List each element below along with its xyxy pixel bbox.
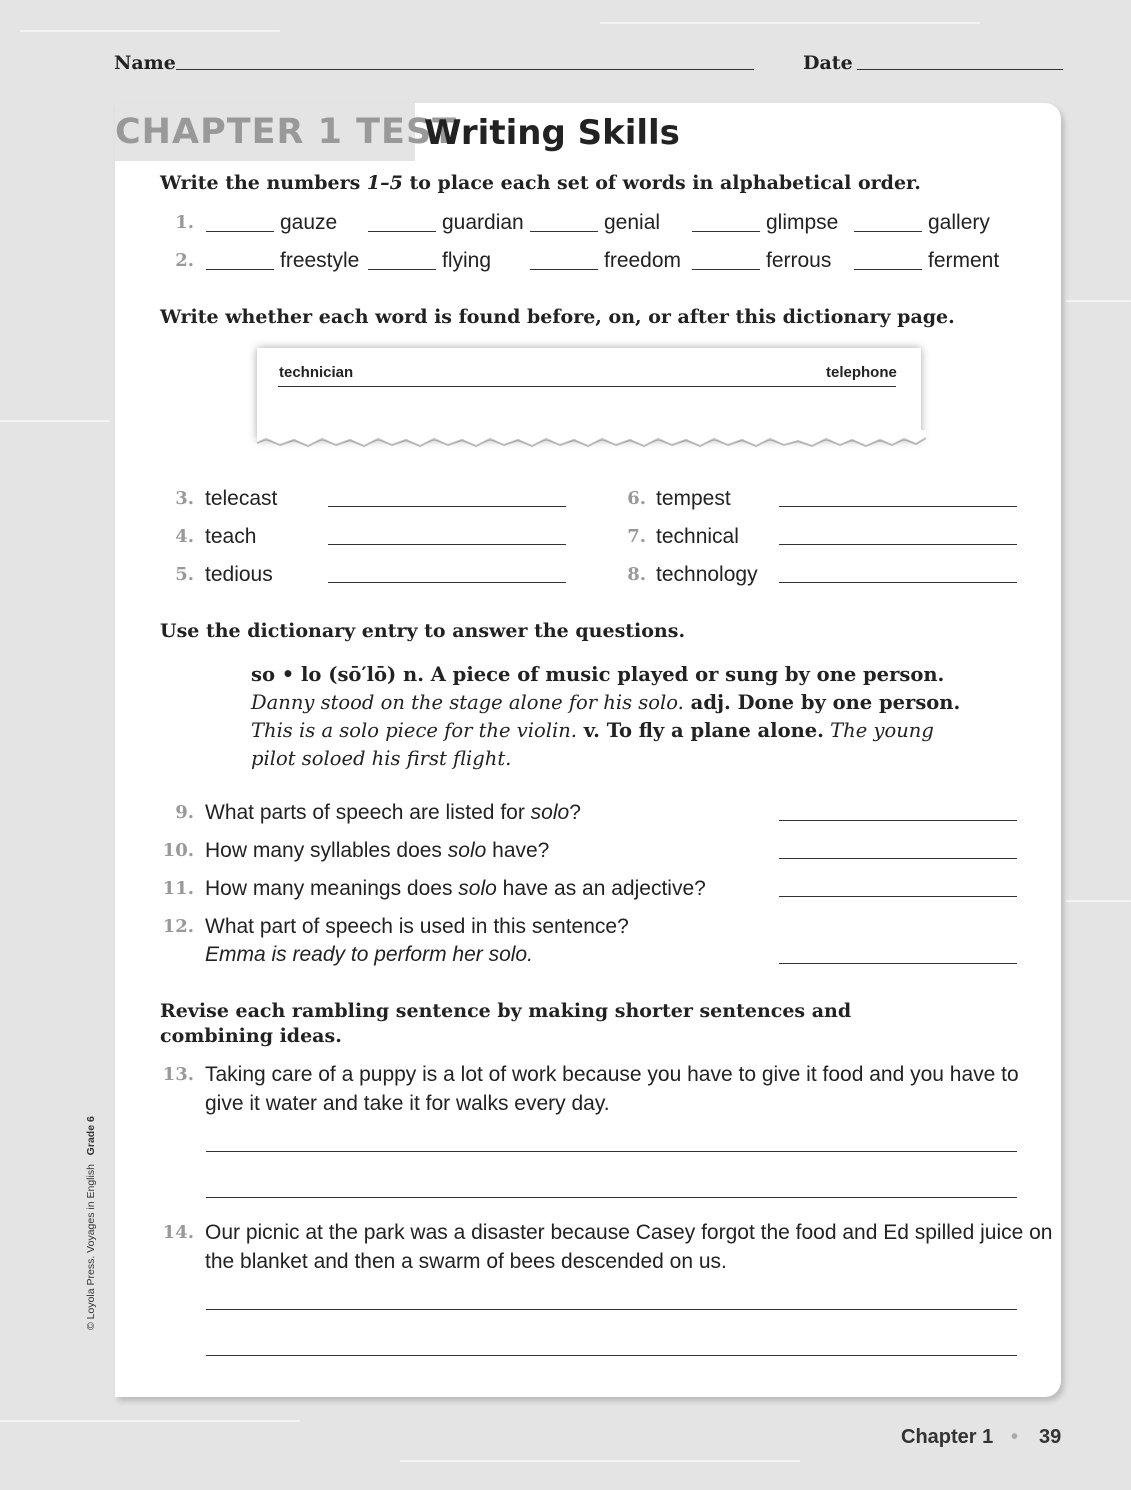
question-text: What part of speech is used in this sentence? <box>205 915 629 938</box>
background-streak <box>1065 900 1131 902</box>
rambling-sentence: the blanket and then a swarm of bees descended on us. <box>205 1250 727 1273</box>
item-number: 3. <box>175 488 194 509</box>
copyright-notice: © Loyola Press. Voyages in English Grade 6 <box>85 1116 97 1330</box>
item-number: 8. <box>627 564 646 585</box>
answer-blank[interactable] <box>779 506 1017 507</box>
word: ferrous <box>766 249 832 272</box>
item-number: 1. <box>175 212 194 233</box>
word: guardian <box>442 211 524 234</box>
answer-blank[interactable] <box>779 544 1017 545</box>
word: genial <box>604 211 661 234</box>
item-number: 4. <box>175 526 194 547</box>
word: teach <box>205 525 257 548</box>
section4-instruction: combining ideas. <box>160 1025 342 1047</box>
background-streak <box>1065 300 1131 302</box>
word: freestyle <box>280 249 360 272</box>
background-streak <box>0 420 110 422</box>
name-field[interactable] <box>176 69 754 70</box>
chapter-test-title: CHAPTER 1 TEST <box>115 112 458 152</box>
section4-instruction: Revise each rambling sentence by making shorter sentences and <box>160 1000 852 1022</box>
word: ferment <box>928 249 1000 272</box>
page-title: Writing Skills <box>424 113 680 153</box>
guide-rule <box>278 386 896 387</box>
word: gauze <box>280 211 338 234</box>
dictionary-page <box>257 348 921 440</box>
word: flying <box>442 249 492 272</box>
word: tedious <box>205 563 273 586</box>
background-streak <box>20 30 280 32</box>
word: tempest <box>656 487 731 510</box>
dictionary-entry-line: Danny stood on the stage alone for his solo. adj. Done by one person. <box>251 691 961 714</box>
answer-blank[interactable] <box>779 582 1017 583</box>
date-label: Date <box>803 52 853 74</box>
answer-blank[interactable] <box>206 269 274 270</box>
question-text: What parts of speech are listed for solo? <box>205 801 581 824</box>
question-number: 9. <box>175 802 194 823</box>
page-number: 39 <box>1039 1426 1062 1448</box>
question-sentence: Emma is ready to perform her solo. <box>205 943 533 966</box>
answer-line[interactable] <box>206 1309 1017 1310</box>
section3-instruction: Use the dictionary entry to answer the questions. <box>160 620 686 642</box>
guide-word-right: telephone <box>826 364 897 381</box>
answer-line[interactable] <box>206 1355 1017 1356</box>
footer-bullet: • <box>1011 1426 1019 1448</box>
answer-blank[interactable] <box>328 544 566 545</box>
answer-blank[interactable] <box>779 820 1017 821</box>
question-number: 11. <box>162 878 194 899</box>
answer-blank[interactable] <box>779 896 1017 897</box>
background-streak <box>600 22 980 24</box>
answer-blank[interactable] <box>328 582 566 583</box>
word: technology <box>656 563 758 586</box>
answer-blank[interactable] <box>779 858 1017 859</box>
background-streak <box>0 1420 300 1422</box>
rambling-sentence: Taking care of a puppy is a lot of work because you have to give it food and you have to <box>205 1063 1019 1086</box>
word: telecast <box>205 487 278 510</box>
question-number: 12. <box>162 916 194 937</box>
item-number: 6. <box>627 488 646 509</box>
answer-blank[interactable] <box>328 506 566 507</box>
section1-instruction: Write the numbers 1–5 to place each set of words in alphabetical order. <box>160 172 921 194</box>
footer-chapter: Chapter 1 <box>901 1426 994 1448</box>
answer-blank[interactable] <box>530 269 598 270</box>
item-number: 13. <box>162 1064 194 1085</box>
dictionary-entry-line: so • lo (sō′lō) n. A piece of music played or sung by one person. <box>251 663 945 686</box>
word: gallery <box>928 211 990 234</box>
rambling-sentence: Our picnic at the park was a disaster because Casey forgot the food and Ed spilled juice on <box>205 1221 1053 1244</box>
section2-instruction: Write whether each word is found before, on, or after this dictionary page. <box>160 306 955 328</box>
question-number: 10. <box>162 840 194 861</box>
question-text: How many syllables does solo have? <box>205 839 550 862</box>
name-label: Name <box>114 52 176 74</box>
torn-edge <box>252 430 926 454</box>
item-number: 5. <box>175 564 194 585</box>
rambling-sentence: give it water and take it for walks every day. <box>205 1092 610 1115</box>
word: glimpse <box>766 211 839 234</box>
dictionary-entry-line: pilot soloed his first flight. <box>251 747 512 770</box>
answer-blank[interactable] <box>692 269 760 270</box>
date-field[interactable] <box>857 69 1063 70</box>
question-text: How many meanings does solo have as an adjective? <box>205 877 706 900</box>
answer-blank[interactable] <box>854 231 922 232</box>
answer-blank[interactable] <box>368 269 436 270</box>
item-number: 2. <box>175 250 194 271</box>
item-number: 14. <box>162 1222 194 1243</box>
item-number: 7. <box>627 526 646 547</box>
answer-line[interactable] <box>206 1151 1017 1152</box>
word: technical <box>656 525 739 548</box>
answer-blank[interactable] <box>368 231 436 232</box>
answer-blank[interactable] <box>692 231 760 232</box>
answer-blank[interactable] <box>206 231 274 232</box>
word: freedom <box>604 249 682 272</box>
answer-blank[interactable] <box>530 231 598 232</box>
dictionary-entry-line: This is a solo piece for the violin. v. To fly a plane alone. The young <box>251 719 934 742</box>
answer-blank[interactable] <box>779 963 1017 964</box>
answer-line[interactable] <box>206 1197 1017 1198</box>
background-streak <box>400 1460 800 1462</box>
answer-blank[interactable] <box>854 269 922 270</box>
guide-word-left: technician <box>279 364 354 381</box>
